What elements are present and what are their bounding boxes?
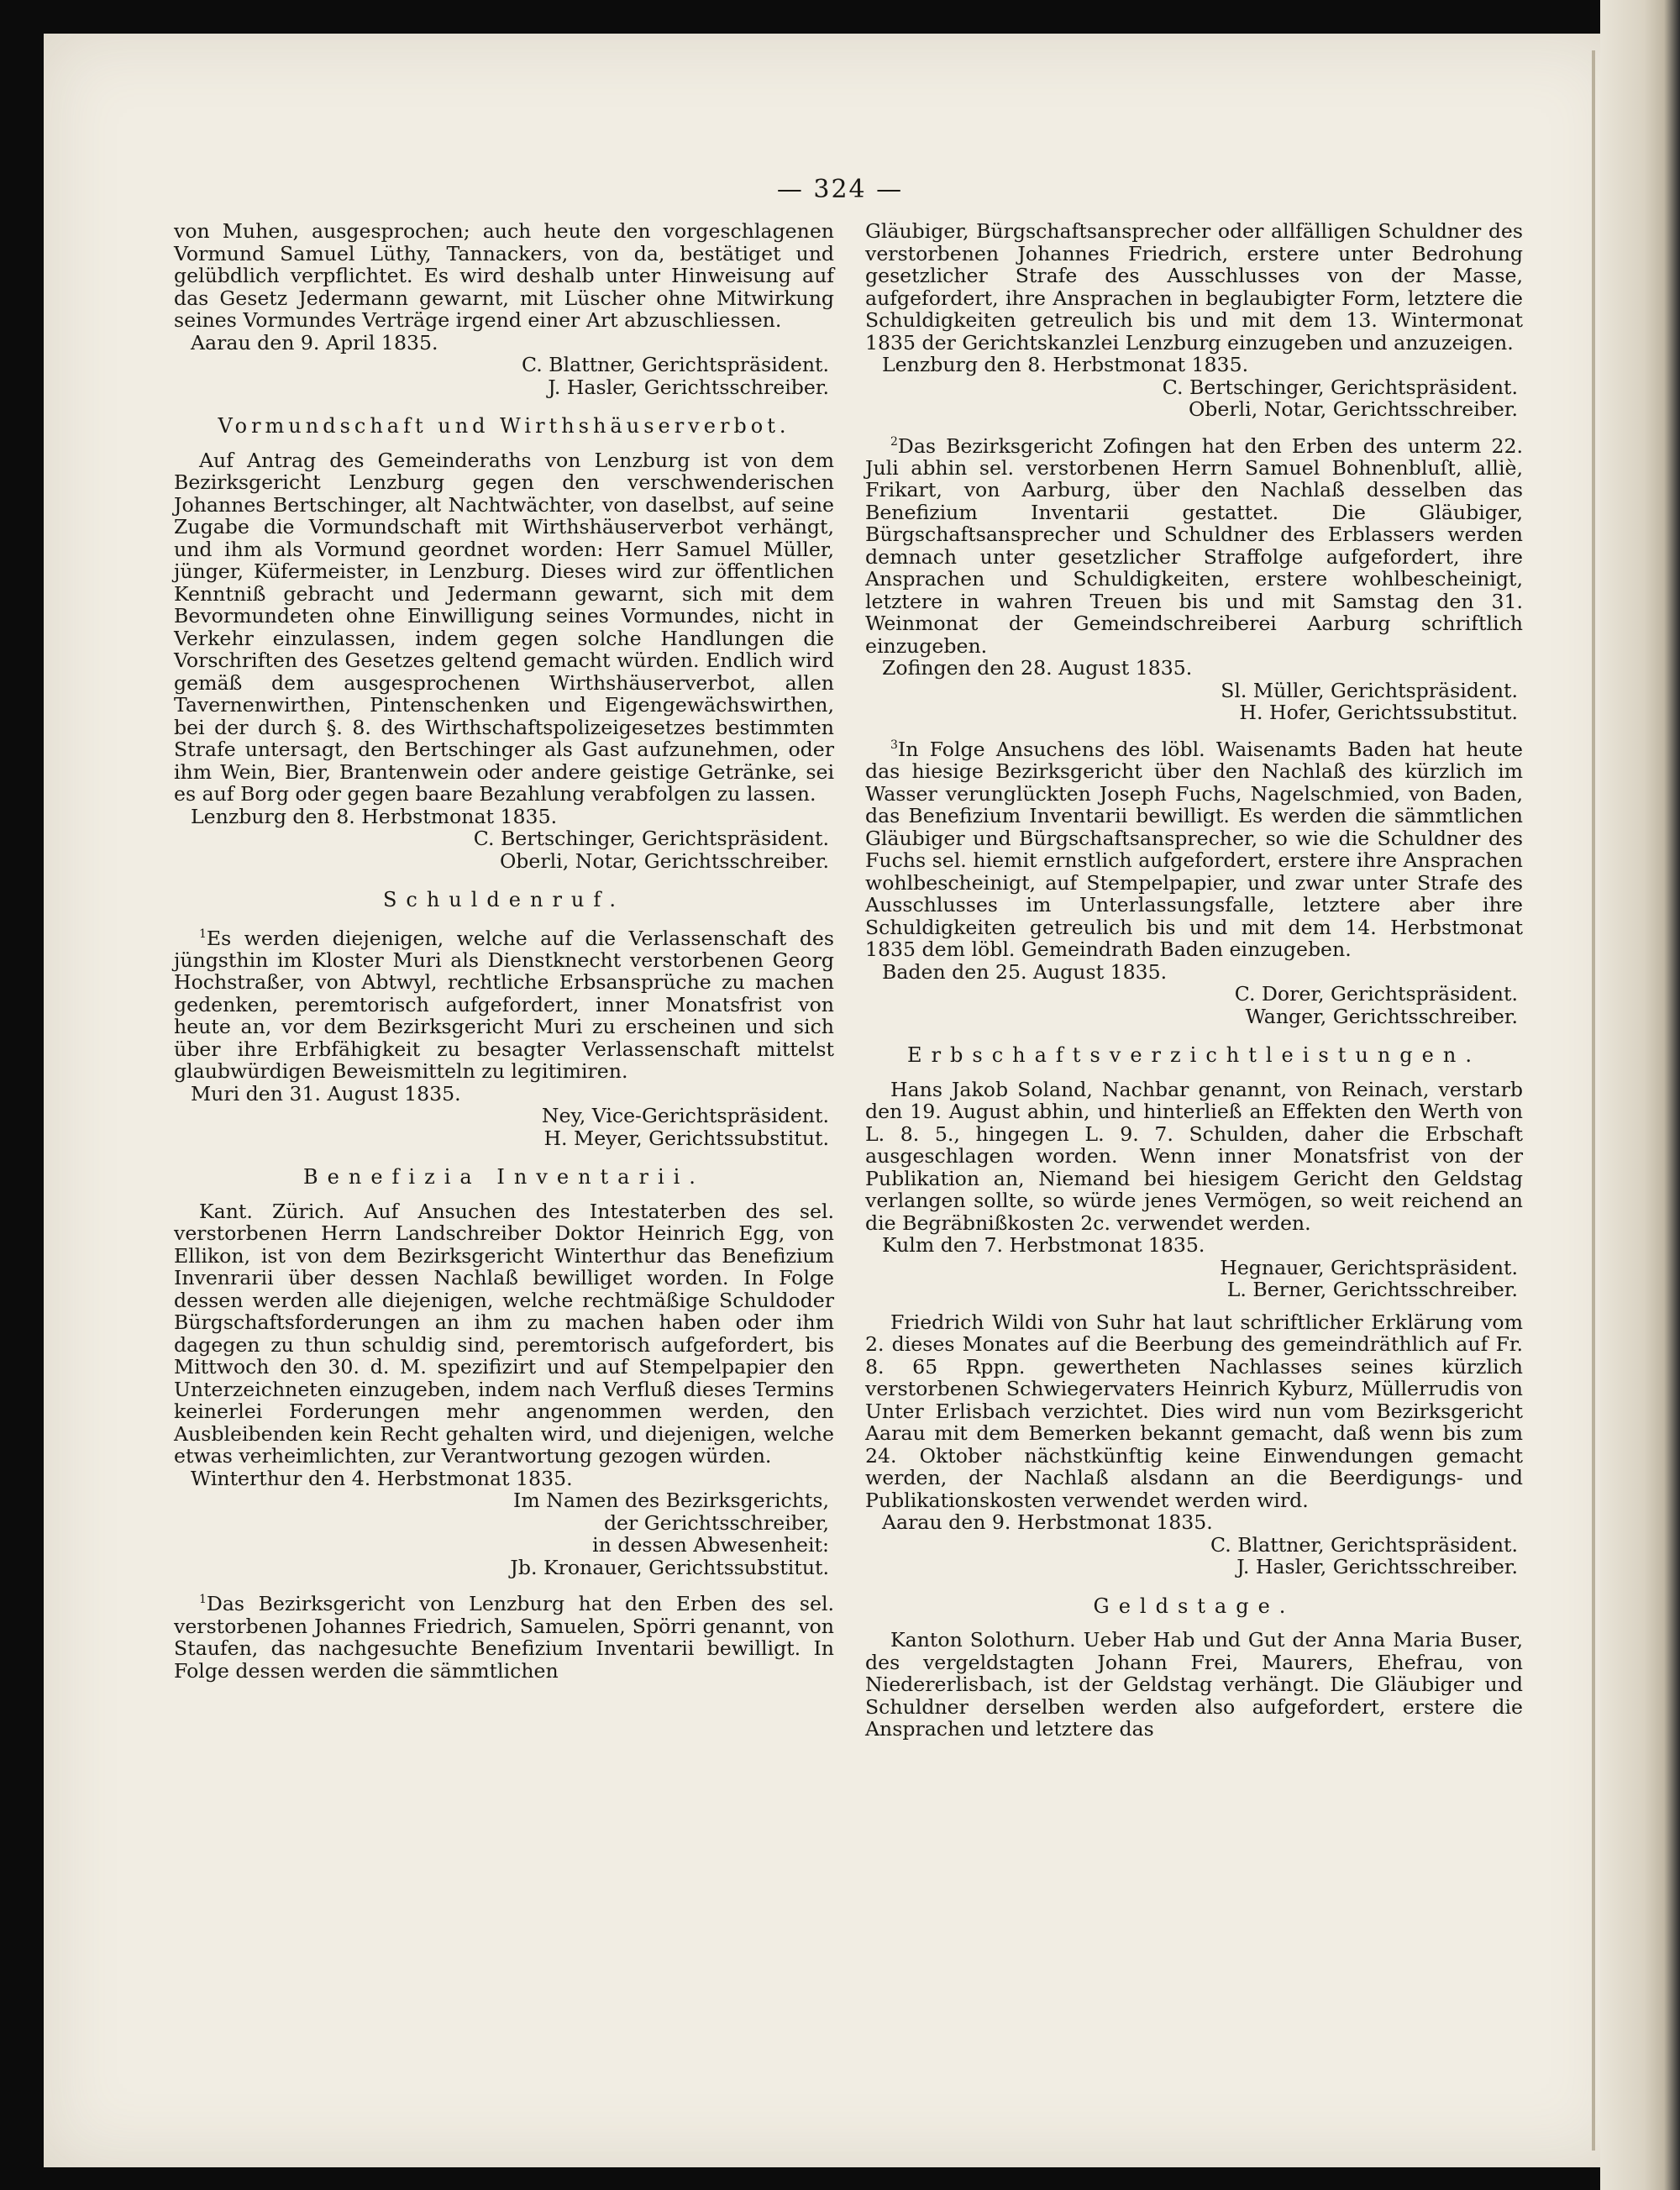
signature: Oberli, Notar, Gerichtsschreiber. xyxy=(499,848,829,873)
section-heading: Geldstage. xyxy=(1093,1594,1295,1618)
signature: C. Bertschinger, Gerichtspräsident. xyxy=(473,827,829,850)
signature: Ney, Vice-Gerichtspräsident. xyxy=(541,1104,829,1128)
dateline: Muri den 31. August 1835. xyxy=(191,1081,461,1106)
signature: Jb. Kronauer, Gerichtssubstitut. xyxy=(510,1555,829,1579)
signature: in dessen Abwesenheit: xyxy=(592,1533,829,1557)
right-column xyxy=(865,220,1523,1741)
signature: Sl. Müller, Gerichtspräsident. xyxy=(1221,678,1518,702)
footnote-marker: 2 xyxy=(890,434,898,449)
signature: C. Blattner, Gerichtspräsident. xyxy=(522,353,829,376)
paragraph: Hans Jakob Soland, Nachbar genannt, von Reinach, verstarb den 19. August abhin, und hinterließ an Effekten den Werth von L. 8. 5., hingegen L. 9. 7. Schulden, daher die Erbschaft ausgeschlagen worden. Wenn inner Monatsfrist von der Publikation an, Niemand bei hiesigem Gericht den Geldstag verlangen sollte, so würde jenes Vermögen, so weit reichend an die Begräbnißkosten 2c. verwendet werden. xyxy=(865,1077,1523,1235)
section-heading: Vormundschaft und Wirthshäuserverbot. xyxy=(218,414,790,438)
dateline: Zofingen den 28. August 1835. xyxy=(882,656,1193,680)
paragraph-text: Das Bezirksgericht von Lenzburg hat den Erben des sel. verstorbenen Johannes Friedrich, Samuelen, Spörri genannt, von Staufen, das nachgesuchte Benefizium Inventarii bewilligt. In Folge dessen werden die sämmtlichen xyxy=(174,1592,834,1683)
left-column xyxy=(174,220,834,1682)
dateline: Kulm den 7. Herbstmonat 1835. xyxy=(882,1233,1205,1258)
paragraph xyxy=(865,431,1523,658)
paragraph: Gläubiger, Bürgschaftsansprecher oder allfälligen Schuldner des verstorbenen Johannes Friedrich, erstere unter Bedrohung gesetzlicher Strafe des Ausschlusses von der Masse, aufgefordert, ihre Ansprachen in beglaubigter Form, letztere die Schuldigkeiten getreulich bis und mit dem 13. Wintermonat 1835 der Gerichtskanzlei Lenzburg einzugeben und anzuzeigen. xyxy=(865,219,1523,354)
footnote-marker: 1 xyxy=(199,1593,207,1607)
paragraph: Kant. Zürich. Auf Ansuchen des Intestaterben des sel. verstorbenen Herrn Landschreiber Doktor Heinrich Egg, von Ellikon, ist von dem Bezirksgericht Winterthur das Benefizium Invenrarii über dessen Nachlaß bewilliget worden. In Folge dessen werden alle diejenigen, welche rechtmäßige Schuldoder Bürgschaftsforderungen an ihm zu machen haben oder ihm dagegen zu thun schuldig sind, peremtorisch aufgefordert, bis Mittwoch den 30. d. M. spezifizirt und auf Stempelpapier den Unterzeichneten einzugeben, indem nach Verfluß dieses Termins keinerlei Forderungen mehr angenommen werden, den Ausbleibenden kein Recht gehalten wird, und diejenigen, welche etwas verheimlichten, zur Verantwortung gezogen würden. xyxy=(174,1199,834,1468)
paragraph: Friedrich Wildi von Suhr hat laut schriftlicher Erklärung vom 2. dieses Monates auf die Beerbung des gemeindräthlich auf Fr. 8. 65 Rppn. gewertheten Nachlasses seines kürzlich verstorbenen Schwiegervaters Heinrich Kyburz, Müllerrudis von Unter Erlisbach verzichtet. Dies wird nun vom Bezirksgericht Aarau mit dem Bemerken bekannt gemacht, daß wenn bis zum 24. Oktober nächstkünftig keine Einwendungen gemacht werden, der Nachlaß alsdann an die Beerdigungs- und Publikationskosten verwendet werden wird. xyxy=(865,1310,1523,1512)
signature: Wanger, Gerichtsschreiber. xyxy=(1245,1004,1518,1028)
paragraph: Auf Antrag des Gemeinderaths von Lenzburg ist von dem Bezirksgericht Lenzburg gegen den verschwenderischen Johannes Bertschinger, alt Nachtwächter, von daselbst, auf seine Zugabe die Vormundschaft mit Wirthshäuserverbot verhängt, und ihm als Vormund geordnet worden: Herr Samuel Müller, jünger, Küfermeister, in Lenzburg. Dieses wird zur öffentlichen Kenntniß gebracht und Jedermann gewarnt, sich mit dem Bevormundeten ohne Einwilligung seines Vormundes, nicht in Verkehr einzulassen, indem gegen solche Handlungen die Vorschriften des Gesetzes geltend gemacht würden. Endlich wird gemäß dem ausgesprochenen Wirthshäuserverbot, allen Tavernenwirthen, Pintenschenken und Eigengewächswirthen, bei der durch §. 8. des Wirthschaftspolizeigesetzes bestimmten Strafe untersagt, den Bertschinger als Gast aufzunehmen, oder ihm Wein, Bier, Brantenwein oder andere geistige Getränke, sei es auf Borg oder gegen baare Bezahlung verabfolgen zu lassen. xyxy=(174,448,834,806)
signature: Im Namen des Bezirksgerichts, xyxy=(513,1489,829,1513)
signature: J. Hasler, Gerichtsschreiber. xyxy=(548,375,829,399)
signature: C. Dorer, Gerichtspräsident. xyxy=(1234,982,1518,1006)
section-heading: Benefizia Inventarii. xyxy=(303,1165,705,1190)
dateline: Winterthur den 4. Herbstmonat 1835. xyxy=(191,1466,573,1490)
paragraph xyxy=(865,734,1523,961)
paragraph-text: In Folge Ansuchens des löbl. Waisenamts Baden hat heute das hiesige Bezirksgericht über den Nachlaß des kürzlich im Wasser verunglückten Joseph Fuchs, Nagelschmied, von Baden, das Benefizium Inventarii bewilligt. Es werden die sämmtlichen Gläubiger und Bürgschaftsansprecher, so wie die Schuldner des Fuchs sel. hiemit ernstlich aufgefordert, erstere ihre Ansprachen wohlbescheinigt, auf Stempelpapier, und zwar unter Strafe des Ausschlusses im Unterlassungsfalle, letztere aber ihre Schuldigkeiten getreulich bis und mit dem 14. Herbstmonat 1835 dem löbl. Gemeindrath Baden einzugeben. xyxy=(865,737,1523,962)
paragraph: Kanton Solothurn. Ueber Hab und Gut der Anna Maria Buser, des vergeldstagten Johann Frei, Maurers, Ehefrau, von Niedererlisbach, ist der Geldstag verhängt. Die Gläubiger und Schuldner derselben werden also aufgefordert, erstere die Ansprachen und letztere das xyxy=(865,1628,1523,1741)
section-heading: Erbschaftsverzichtleistungen. xyxy=(907,1043,1481,1068)
dateline: Aarau den 9. Herbstmonat 1835. xyxy=(882,1510,1213,1535)
page-number: — 324 — xyxy=(776,175,904,204)
signature: C. Bertschinger, Gerichtspräsident. xyxy=(1162,375,1518,399)
signature: C. Blattner, Gerichtspräsident. xyxy=(1210,1532,1518,1557)
signature: H. Hofer, Gerichtssubstitut. xyxy=(1239,701,1518,725)
paragraph-text: Das Bezirksgericht Zofingen hat den Erben des unterm 22. Juli abhin sel. verstorbenen Herrn Samuel Bohnenbluſt, alliè, Frikart, von Aarburg, über den Nachlaß desselben das Benefizium Inventarii gestattet. Die Gläubiger, Bürgschaftsansprecher und Schuldner des Erblassers werden demnach unter gesetzlicher Straffolge aufgefordert, ihre Ansprachen und Schuldigkeiten, erstere wohlbescheinigt, letztere in wahren Treuen bis und mit Samstag den 31. Weinmonat der Gemeindschreiberei Aarburg schriftlich einzugeben. xyxy=(865,433,1523,658)
signature: Oberli, Notar, Gerichtsschreiber. xyxy=(1188,397,1518,421)
page-fold xyxy=(1592,50,1595,2151)
footnote-marker: 3 xyxy=(890,738,898,752)
paragraph xyxy=(174,923,834,1083)
dateline: Lenzburg den 8. Herbstmonat 1835. xyxy=(191,804,558,828)
dateline: Lenzburg den 8. Herbstmonat 1835. xyxy=(882,353,1249,376)
book-spine xyxy=(1600,0,1680,2190)
signature: der Gerichtsschreiber, xyxy=(603,1510,829,1535)
section-heading: Schuldenruf. xyxy=(382,888,626,911)
footnote-marker: 1 xyxy=(199,927,207,941)
signature: L. Berner, Gerichtsschreiber. xyxy=(1226,1278,1518,1302)
dateline: Aarau den 9. April 1835. xyxy=(191,330,438,354)
signature: J. Hasler, Gerichtsschreiber. xyxy=(1236,1555,1518,1579)
paragraph xyxy=(174,1589,834,1682)
signature: Hegnauer, Gerichtspräsident. xyxy=(1220,1255,1518,1279)
signature: H. Meyer, Gerichtssubstitut. xyxy=(543,1126,829,1150)
dateline: Baden den 25. August 1835. xyxy=(882,959,1168,984)
paragraph: von Muhen, ausgesprochen; auch heute den vorgeschlagenen Vormund Samuel Lüthy, Tannackers, von da, bestätiget und gelübdlich verpflichtet. Es wird deshalb unter Hinweisung auf das Gesetz Jedermann gewarnt, mit Lüscher ohne Mitwirkung seines Vormundes Verträge irgend einer Art abzuschliessen. xyxy=(174,219,834,332)
paragraph-text: Es werden diejenigen, welche auf die Verlassenschaft des jüngsthin im Kloster Muri als Dienstknecht verstorbenen Georg Hochstraßer, von Abtwyl, rechtliche Erbsansprüche zu machen gedenken, peremtorisch aufgefordert, inner Monatsfrist von heute an, vor dem Bezirksgericht Muri zu erscheinen und sich über ihre Erbfähigkeit zu besagter Verlassenschaft mittelst glaubwürdigen Beweismitteln zu legitimiren. xyxy=(174,926,834,1084)
